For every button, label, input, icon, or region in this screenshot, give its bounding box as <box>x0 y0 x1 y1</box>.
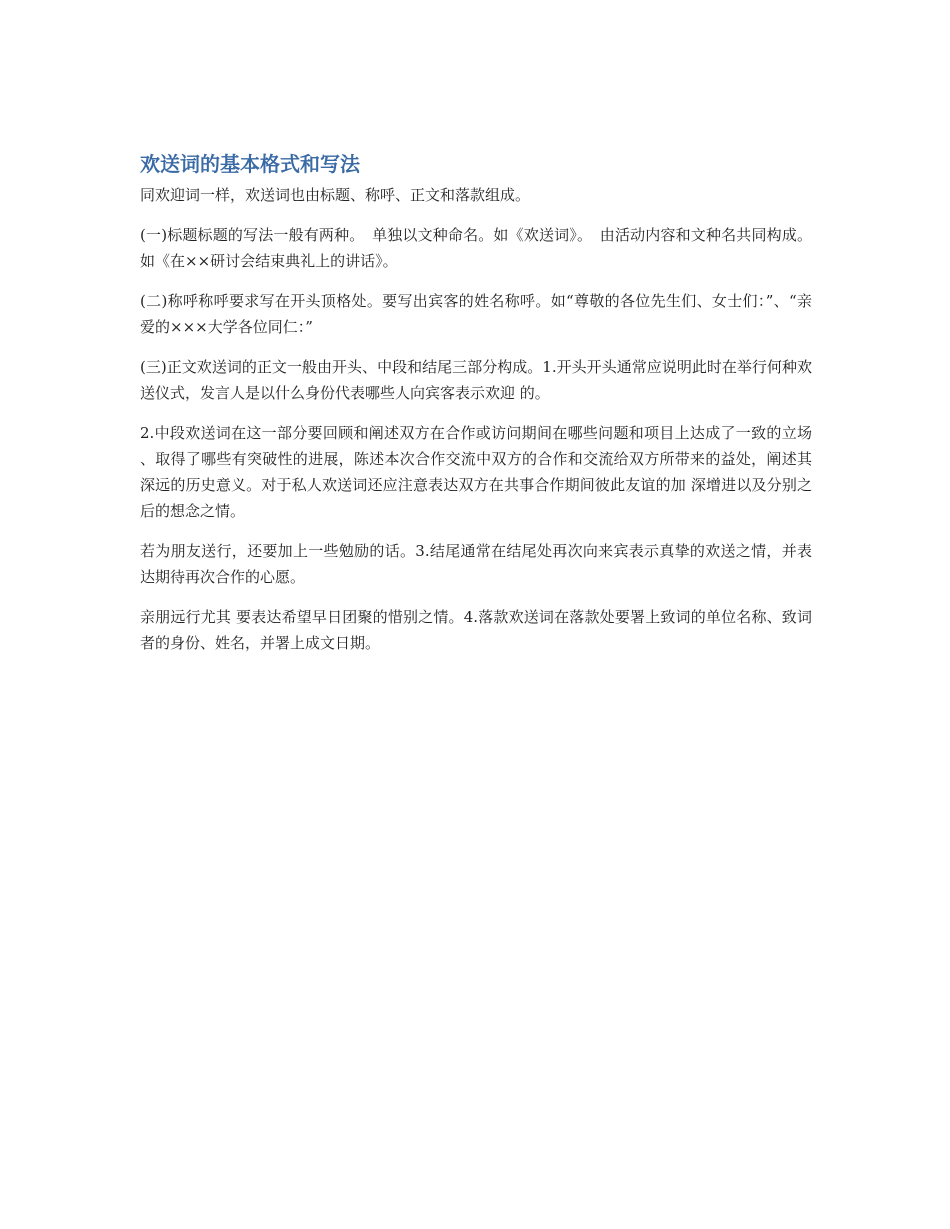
paragraph-body-section: (三)正文欢送词的正文一般由开头、中段和结尾三部分构成。1.开头开头通常应说明此时在举行何种欢送仪式，发言人是以什么身份代表哪些人向宾客表示欢迎 的。 <box>140 358 812 402</box>
paragraph-closing-section: 若为朋友送行，还要加上一些勉励的话。3.结尾通常在结尾处再次向来宾表示真挚的欢送之情，并表达期待再次合作的心愿。 <box>140 542 812 586</box>
document-body <box>140 148 812 670</box>
paragraph-middle-section: 2.中段欢送词在这一部分要回顾和阐述双方在合作或访问期间在哪些问题和项目上达成了一致的立场 、取得了哪些有突破性的进展，陈述本次合作交流中双方的合作和交流给双方所带来的益处，阐述其深远的历史意义。对于私人欢送词还应注意表达双方在共事合作期间彼此友谊的加 深增进以及分别之后的想念之情。 <box>140 424 812 520</box>
paragraph-intro: 同欢迎词一样，欢送词也由标题、称呼、正文和落款组成。 <box>140 186 531 204</box>
paragraph-signature-section: 亲朋远行尤其 要表达希望早日团聚的惜别之情。4.落款欢送词在落款处要署上致词的单位名称、致词者的身份、姓名，并署上成文日期。 <box>140 608 812 652</box>
paragraph-title-section: (一)标题标题的写法一般有两种。 单独以文种命名。如《欢送词》。 由活动内容和文种名共同构成。如《在××研讨会结束典礼上的讲话》。 <box>140 226 812 270</box>
document-title: 欢送词的基本格式和写法 <box>140 152 360 176</box>
paragraph-salutation-section: (二)称呼称呼要求写在开头顶格处。要写出宾客的姓名称呼。如“尊敬的各位先生们、女士们：”、“亲爱的×××大学各位同仁：” <box>140 292 812 336</box>
